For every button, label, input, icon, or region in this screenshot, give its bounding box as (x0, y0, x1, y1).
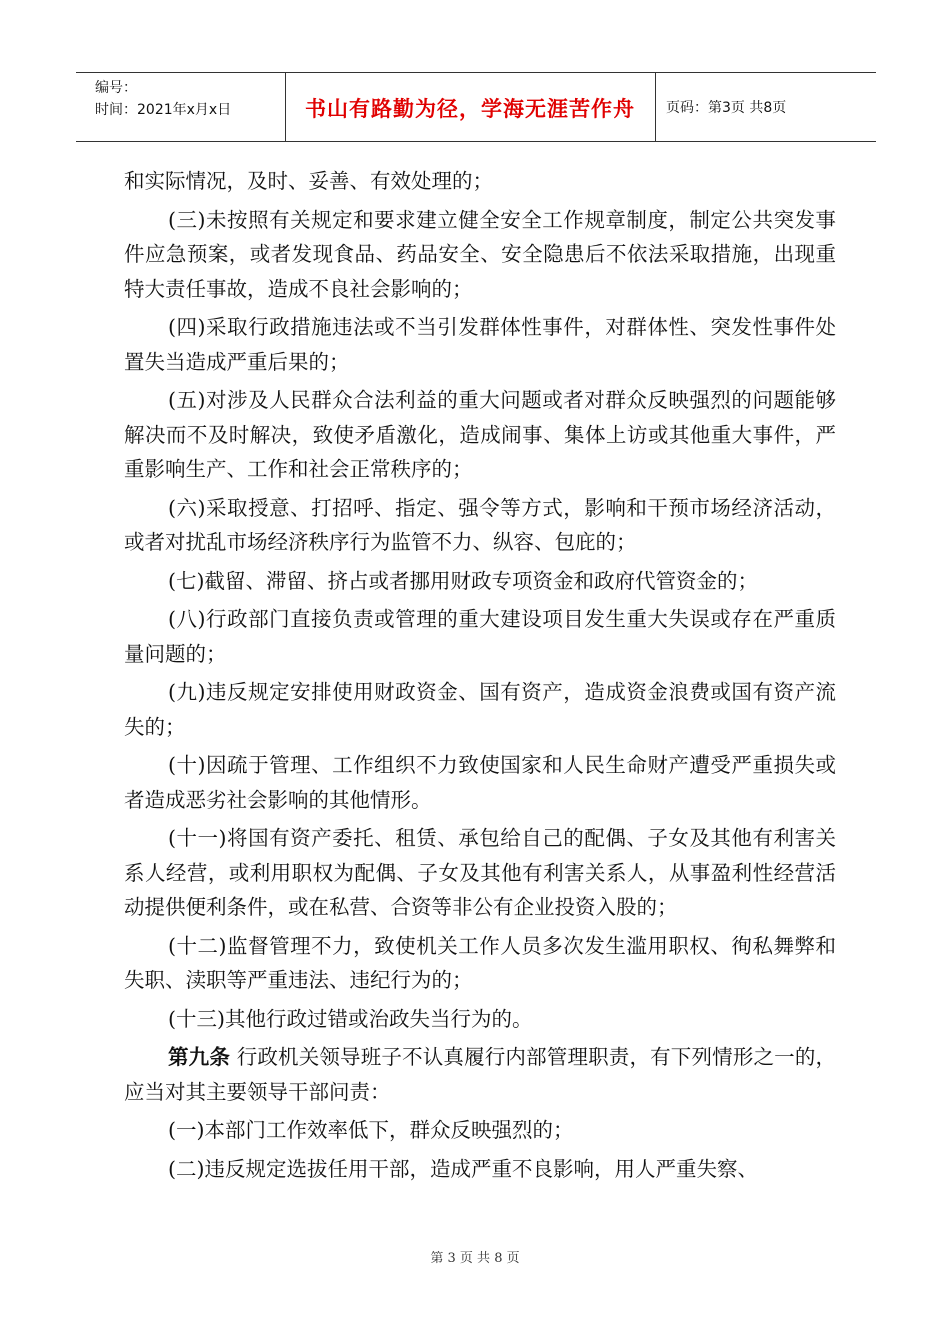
header-motto: 书山有路勤为径，学海无涯苦作舟 (305, 97, 635, 121)
header-divider (655, 73, 656, 141)
list-item-5: (五)对涉及人民群众合法利益的重大问题或者对群众反映强烈的问题能够解决而不及时解决，致使矛盾激化，造成闹事、集体上访或其他重大事件，严重影响生产、工作和社会正常秩序的； (124, 388, 836, 481)
page-footer: 第 3 页 共 8 页 (430, 1251, 520, 1266)
article-9-item-2: (二)违反规定选拔任用干部，造成严重不良影响，用人严重失察、 (168, 1156, 758, 1181)
article-9 (124, 1040, 836, 1109)
serial-label: 编号： (95, 80, 137, 96)
list-item-13: (十三)其他行政过错或治政失当行为的。 (168, 1006, 533, 1031)
list-item-10: (十)因疏于管理、工作组织不力致使国家和人民生命财产遭受严重损失或者造成恶劣社会影响的其他情形。 (124, 753, 836, 812)
list-item-8: (八)行政部门直接负责或管理的重大建设项目发生重大失误或存在严重质量问题的； (124, 607, 836, 666)
page-header (76, 72, 876, 142)
list-item-9: (九)违反规定安排使用财政资金、国有资产，造成资金浪费或国有资产流失的； (124, 680, 836, 739)
list-item-7: (七)截留、滞留、挤占或者挪用财政专项资金和政府代管资金的； (168, 568, 758, 593)
list-item-6: (六)采取授意、打招呼、指定、强令等方式，影响和干预市场经济活动，或者对扰乱市场经济秩序行为监管不力、纵容、包庇的； (124, 495, 836, 554)
article-9-item-1: (一)本部门工作效率低下，群众反映强烈的； (168, 1118, 574, 1142)
list-item-11: (十一)将国有资产委托、租赁、承包给自己的配偶、子女及其他有利害关系人经营，或利用职权为配偶、子女及其他有利害关系人，从事盈利性经营活动提供便利条件，或在私营、合资等非公有企业投资入股的； (124, 826, 836, 919)
article-9-label: 第九条 (168, 1045, 231, 1069)
paragraph-continuation: 和实际情况，及时、妥善、有效处理的； (124, 169, 493, 193)
time-label: 时间：2021年x月x日 (95, 102, 232, 118)
list-item-3: (三)未按照有关规定和要求建立健全安全工作规章制度，制定公共突发事件应急预案，或者发现食品、药品安全、安全隐患后不依法采取措施，出现重特大责任事故，造成不良社会影响的； (124, 207, 836, 301)
header-page-label: 页码：第3页 共8页 (666, 100, 787, 116)
list-item-12: (十二)监督管理不力，致使机关工作人员多次发生滥用职权、徇私舞弊和失职、渎职等严重违法、违纪行为的； (124, 933, 836, 992)
article-9-text: 行政机关领导班子不认真履行内部管理职责，有下列情形之一的，应当对其主要领导干部问责： (124, 1045, 837, 1104)
list-item-4: (四)采取行政措施违法或不当引发群体性事件，对群体性、突发性事件处置失当造成严重后果的； (124, 315, 836, 374)
header-meta (95, 77, 285, 121)
document-body (124, 164, 836, 1186)
